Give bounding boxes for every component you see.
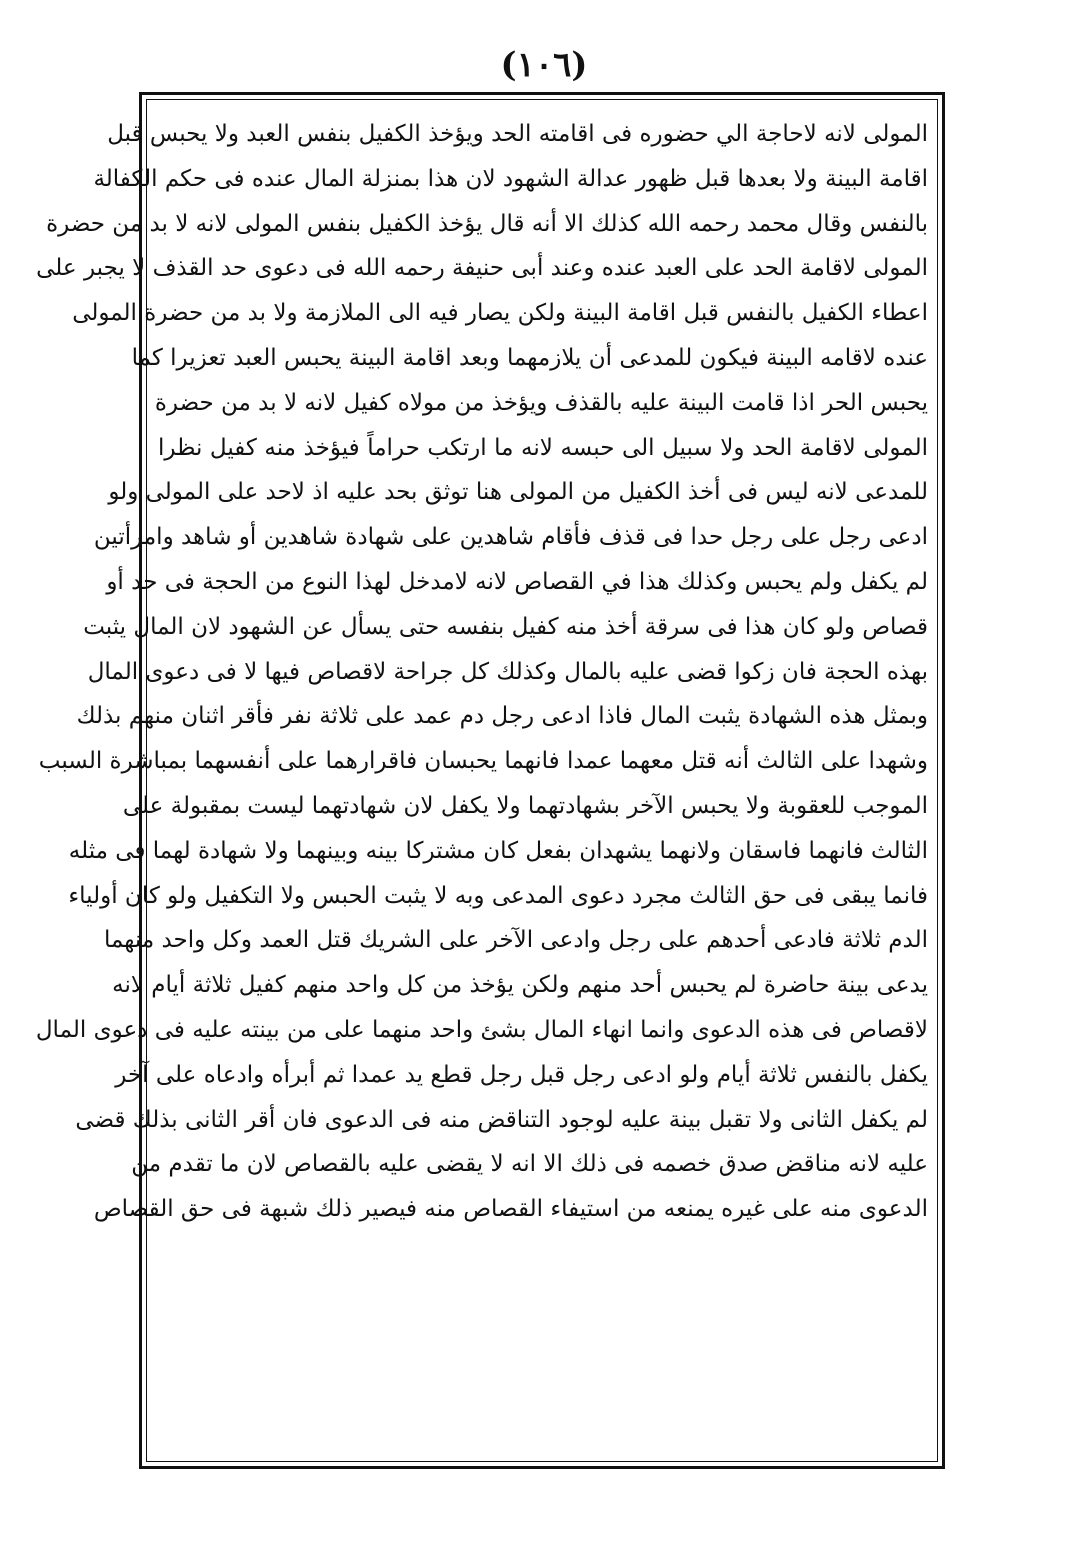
text-line: لاقصاص فى هذه الدعوى وانما انهاء المال بشئ واحد منهما على من بينته عليه فى دعوى المال bbox=[35, 1016, 928, 1043]
text-line: يدعى بينة حاضرة لم يحبس أحد منهم ولكن يؤخذ من كل واحد منهم كفيل ثلاثة أيام لانه bbox=[112, 972, 928, 999]
page-number: (١٠٦) bbox=[500, 45, 588, 85]
text-line: وبمثل هذه الشهادة يثبت المال فاذا ادعى رجل دم عمد على ثلاثة نفر فأقر اثنان منهم بذلك bbox=[76, 703, 928, 730]
text-line: المولى لاقامة الحد على العبد عنده وعند أبى حنيفة رحمه الله فى دعوى حد القذف لا يجبر على bbox=[36, 255, 928, 282]
text-line: الدعوى منه على غيره يمنعه من استيفاء القصاص منه فيصير ذلك شبهة فى حق القصاص bbox=[93, 1196, 928, 1223]
text-line: الموجب للعقوبة ولا يحبس الآخر بشهادتهما ولا يكفل لان شهادتهما ليست بمقبولة على bbox=[122, 792, 928, 819]
text-line: بالنفس وقال محمد رحمه الله كذلك الا أنه قال يؤخذ الكفيل بنفس المولى لانه لا بد من حضرة bbox=[46, 210, 928, 237]
text-line: عليه لانه مناقض صدق خصمه فى ذلك الا انه لا يقضى عليه بالقصاص لان ما تقدم من bbox=[131, 1151, 928, 1178]
text-line: فانما يبقى فى حق الثالث مجرد دعوى المدعى وبه لا يثبت الحبس ولا التكفيل ولو كان أولياء bbox=[68, 882, 928, 909]
text-line: عنده لاقامه البينة فيكون للمدعى أن يلازمهما وبعد اقامة البينة يحبس العبد تعزيرا كما bbox=[131, 344, 928, 371]
main-text-block bbox=[35, 112, 928, 1457]
text-line: اعطاء الكفيل بالنفس قبل اقامة البينة ولكن يصار فيه الى الملازمة ولا بد من حضرة المولى bbox=[72, 300, 928, 327]
text-line: بهذه الحجة فان زكوا قضى عليه بالمال وكذلك كل جراحة لاقصاص فيها لا فى دعوى المال bbox=[87, 658, 928, 685]
text-line: الثالث فانهما فاسقان ولانهما يشهدان بفعل كان مشتركا بينه وبينهما ولا شهادة لهما فى مثله bbox=[68, 837, 928, 864]
text-line: الدم ثلاثة فادعى أحدهم على رجل وادعى الآخر على الشريك قتل العمد وكل واحد منهما bbox=[103, 927, 928, 954]
text-line: قصاص ولو كان هذا فى سرقة أخذ منه كفيل بنفسه حتى يسأل عن الشهود لان المال يثبت bbox=[83, 613, 928, 640]
text-line: المولى لاقامة الحد ولا سبيل الى حبسه لانه ما ارتكب حراماً فيؤخذ منه كفيل نظرا bbox=[158, 434, 928, 461]
text-line: للمدعى لانه ليس فى أخذ الكفيل من المولى هنا توثق بحد عليه اذ لاحد على المولى ولو bbox=[108, 479, 928, 506]
text-line: المولى لانه لاحاجة الي حضوره فى اقامته الحد ويؤخذ الكفيل بنفس العبد ولا يحبس قبل bbox=[107, 121, 928, 147]
text-line: لم يكفل الثانى ولا تقبل بينة عليه لوجود التناقض منه فى الدعوى فان أقر الثانى بذلك قضى bbox=[75, 1106, 928, 1133]
text-line: يكفل بالنفس ثلاثة أيام ولو ادعى رجل قبل رجل قطع يد عمدا ثم أبرأه وادعاه على آخر bbox=[115, 1061, 928, 1088]
text-line: وشهدا على الثالث أنه قتل معهما عمدا فانهما يحبسان فاقرارهما على أنفسهما بمباشرة السبب bbox=[38, 748, 928, 775]
text-line: يحبس الحر اذا قامت البينة عليه بالقذف ويؤخذ من مولاه كفيل لانه لا بد من حضرة bbox=[154, 389, 928, 416]
text-line: ادعى رجل على رجل حدا فى قذف فأقام شاهدين على شهادة شاهدين أو شاهد وامرأتين bbox=[93, 524, 928, 551]
text-line: اقامة البينة ولا بعدها قبل ظهور عدالة الشهود لان هذا بمنزلة المال عنده فى حكم الكفالة bbox=[93, 165, 928, 192]
text-line: لم يكفل ولم يحبس وكذلك هذا في القصاص لانه لامدخل لهذا النوع من الحجة فى حد أو bbox=[106, 568, 928, 595]
